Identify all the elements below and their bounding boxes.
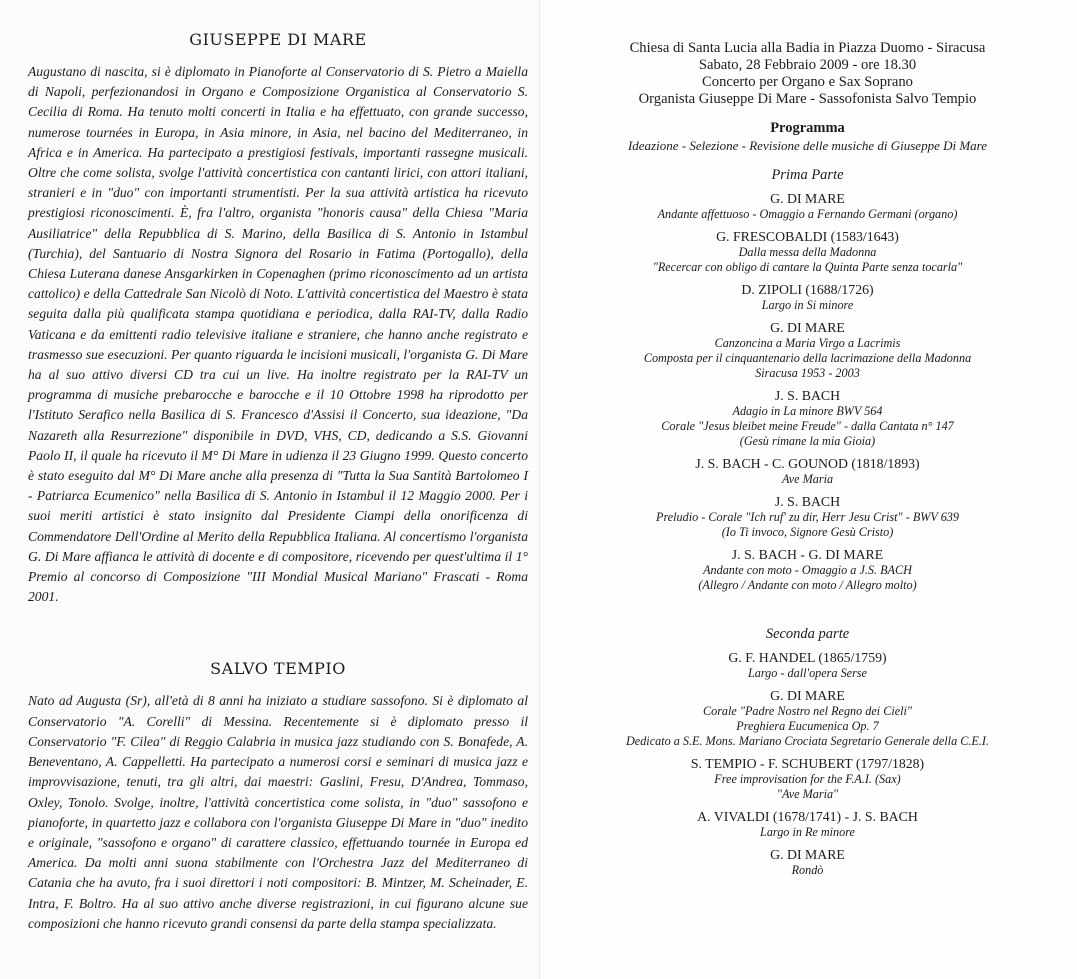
piece-description-line: Free improvisation for the F.A.I. (Sax) [714, 772, 901, 786]
piece-description-line: Dalla messa della Madonna [738, 245, 877, 259]
event-date: Sabato, 28 Febbraio 2009 - ore 18.30 [698, 57, 917, 73]
piece-composer: G. F. HANDEL (1865/1759) [728, 650, 887, 665]
program-piece [550, 320, 1065, 381]
piece-description-line: "Ave Maria" [776, 787, 839, 801]
part-title: Prima Parte [771, 167, 844, 183]
bio-giuseppe-di-mare-heading: GIUSEPPE DI MARE [189, 30, 367, 49]
piece-description-line: Andante con moto - Omaggio a J.S. BACH [703, 563, 912, 577]
piece-description-line: (Io Ti invoco, Signore Gesù Cristo) [721, 525, 894, 539]
piece-description-line: Dedicato a S.E. Mons. Mariano Crociata Segretario Generale della C.E.I. [626, 734, 989, 748]
piece-description-line: Largo - dall'opera Serse [748, 666, 867, 680]
program-parts [550, 166, 1065, 878]
program-piece [550, 756, 1065, 802]
piece-composer: J. S. BACH - C. GOUNOD (1818/1893) [695, 456, 920, 471]
bio-salvo-tempio-heading: SALVO TEMPIO [210, 659, 346, 679]
program-piece [550, 809, 1065, 840]
piece-description-line: Ave Maria [781, 472, 834, 486]
bio-salvo-tempio-text: Nato ad Augusta (Sr), all'età di 8 anni ha iniziato a studiare sassofono. Si è diplomato al Conservatorio "A. Corelli" di Messina. Recentemente si è diplomato presso il Conservatorio "F. Cilea" di Reggio Calabria in musica jazz studiando con S. Bonafede, A. Beneventano, A. Cappelletti. Ha partecipato a numerosi corsi e seminari di musica jazz e improvvisazione, tenuti, tra gli altri, dai maestri: Gaslini, Fresu, D'Andrea, Tommaso, Oxley, Tonolo. Svolge, inoltre, l'attività concertistica come solista, in "duo" sassofono e pianoforte, in quartetto jazz e collabora con l'organista Giuseppe Di Mare in "duo" inedito e originale, "sassofono e organo" di carattere classico, effettuando tournée in Europa ed America. Da molti anni suona stabilmente con l'Orchestra Jazz del Mediterraneo di Catania che ha avuto, fra i suoi direttori i noti compositori: B. Mintzer, M. Scheinader, E. Intra, F. Boltro. Ha al suo attivo anche diverse registrazioni, in cui figurano alcune sue composizioni che hanno ricevuto grandi consensi da parte della stampa specializzata. [28, 693, 528, 931]
piece-description-line: Largo in Si minore [761, 298, 854, 312]
program-piece [550, 282, 1065, 313]
event-title: Concerto per Organo e Sax Soprano [702, 74, 913, 90]
program-piece [550, 494, 1065, 540]
piece-description-line: Adagio in La minore BWV 564 [732, 404, 883, 418]
piece-composer: G. DI MARE [770, 320, 845, 335]
piece-description-line: Composta per il cinquantenario della lacrimazione della Madonna [643, 351, 972, 365]
program-piece [550, 547, 1065, 593]
piece-description-line: Siracusa 1953 - 2003 [755, 366, 860, 380]
program-subtitle: Ideazione - Selezione - Revisione delle musiche di Giuseppe Di Mare [627, 138, 988, 153]
piece-description-line: Rondò [791, 863, 824, 877]
piece-description-line: Canzoncina a Maria Virgo a Lacrimis [714, 336, 901, 350]
event-venue: Chiesa di Santa Lucia alla Badia in Piazza Duomo - Siracusa [629, 40, 986, 56]
piece-composer: J. S. BACH [774, 388, 841, 403]
right-page [540, 0, 1077, 979]
program-piece [550, 456, 1065, 487]
piece-composer: G. FRESCOBALDI (1583/1643) [716, 229, 899, 244]
piece-description-line: Corale "Jesus bleibet meine Freude" - dalla Cantata n° 147 [661, 419, 954, 433]
piece-composer: G. DI MARE [770, 191, 845, 206]
program-piece [550, 388, 1065, 449]
piece-description-line: Preghiera Eucumenica Op. 7 [736, 719, 879, 733]
piece-description-line: "Recercar con obligo di cantare la Quinta Parte senza tocarla" [652, 260, 963, 274]
program-piece [550, 847, 1065, 878]
part-title: Seconda parte [765, 626, 850, 642]
piece-description-line: Corale "Padre Nostro nel Regno dei Cieli" [702, 704, 913, 718]
piece-description-line: Preludio - Corale "Ich ruf' zu dir, Herr Jesu Crist" - BWV 639 [656, 510, 959, 524]
piece-description-line: (Allegro / Andante con moto / Allegro molto) [698, 578, 917, 592]
program-piece [550, 191, 1065, 222]
program-piece [550, 650, 1065, 681]
bio-giuseppe-di-mare-text: Augustano di nascita, si è diplomato in Pianoforte al Conservatorio di S. Pietro a Maiella di Napoli, perfezionandosi in Organo e Composizione Organistica al Conservatorio S. Cecilia di Roma. Ha tenuto molti concerti in Italia e ha effettuato, con grande successo, numerose tournées in Europa, in Asia minore, in Asia, nel bacino del Mediterraneo, in Africa e in America. Ha partecipato a prestigiosi festivals, importanti rassegne musicali. Oltre che come solista, svolge l'attività concertistica con cantanti lirici, con attori italiani, stranieri e in "duo" con importanti strumentisti. Per la sua attività artistica ha ricevuto prestigiosi riconoscimenti. È, fra l'altro, organista "honoris causa" della Chiesa "Maria Ausiliatrice" della Repubblica di S. Marino, della Basilica di S. Antonio in Istambul (Turchia), del Santuario di Nostra Signora del Rosario in Fatima (Portogallo), della Chiesa Luterana danese Ansgarkirken in Copenaghen (primo riconoscimento ad un artista cattolico) e della Cattedrale San Nicolò di Noto. L'attività concertistica del Maestro è stata seguita dalla più qualificata stampa quotidiana e periodica, dalla RAI-TV, dalla Radio Vaticana e da emittenti radio televisive italiane e straniere, che hanno anche registrato e trasmesso sue esecuzioni. Per quanto riguarda le incisioni musicali, l'organista G. Di Mare ha al suo attivo diversi CD tra cui un live. Ha inoltre registrato per la RAI-TV un programma di musiche prebarocche e barocche e il 10 Ottobre 1998 ha riprodotto per l'Istituto Serafico nella Basilica di S. Francesco d'Assisi il Concerto, sua ideazione, "Da Nazareth alla Resurrezione" disponibile in DVD, VHS, CD, dedicando a S.S. Giovanni Paolo II, il quale ha ricevuto il M° Di Mare in udienza il 23 Giugno 1999. Questo concerto è stato eseguito dal M° Di Mare anche alla presenza di "Tutta la Sua Santità Bartolomeo I - Patriarca Ecumenico" nella Basilica di S. Antonio in Istambul il 12 Maggio 2000. Per i suoi meriti artistici è stato insignito dal Presidente Ciampi della onorificenza di Commendatore Dell'Ordine al Merito della Repubblica Italiana. Al concertismo l'organista G. Di Mare affianca le attività di docente e di compositore, ricevendo per quest'ultima il 1° Premio al concorso di Composizione "III Mondial Musical Mariano" Frascati - Roma 2001. [28, 64, 528, 605]
piece-composer: J. S. BACH [774, 494, 841, 509]
piece-composer: D. ZIPOLI (1688/1726) [741, 282, 874, 297]
piece-composer: G. DI MARE [770, 847, 845, 862]
program-piece [550, 229, 1065, 275]
piece-composer: S. TEMPIO - F. SCHUBERT (1797/1828) [690, 756, 925, 771]
piece-composer: J. S. BACH - G. DI MARE [731, 547, 884, 562]
piece-description-line: (Gesù rimane la mia Gioia) [739, 434, 876, 448]
program-piece [550, 688, 1065, 749]
piece-composer: G. DI MARE [770, 688, 845, 703]
piece-description-line: Largo in Re minore [760, 825, 855, 839]
event-performers: Organista Giuseppe Di Mare - Sassofonista Salvo Tempio [638, 91, 977, 107]
piece-composer: A. VIVALDI (1678/1741) - J. S. BACH [697, 809, 918, 824]
part-spacer [550, 593, 1065, 613]
program-title: Programma [770, 120, 845, 136]
event-header [550, 40, 1065, 108]
piece-description-line: Andante affettuoso - Omaggio a Fernando Germani (organo) [657, 207, 958, 221]
